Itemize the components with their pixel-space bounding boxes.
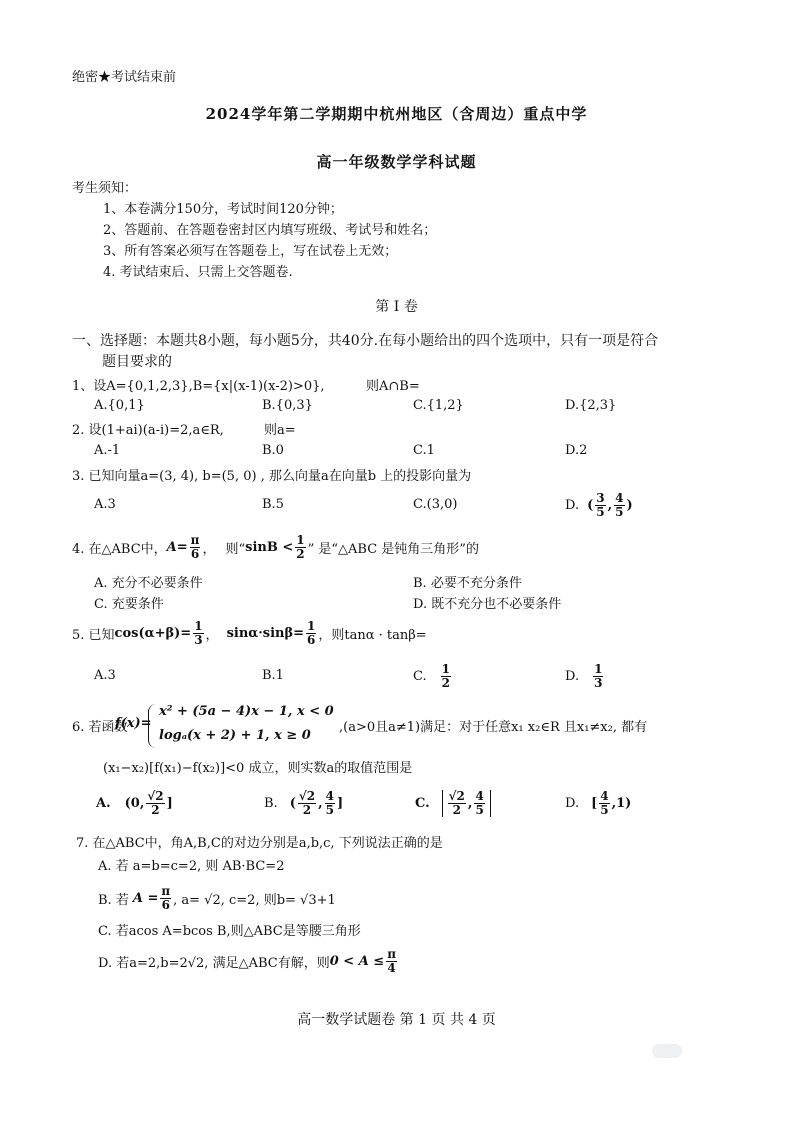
instruction-item: 3、所有答案必须写在答题卷上，写在试卷上无效；: [103, 244, 398, 259]
exam-title: 2024学年第二学期期中杭州地区（含周边）重点中学: [205, 105, 588, 123]
instructions-heading: 考生须知：: [72, 181, 138, 196]
fraction: $\frac{1}{2}$: [441, 661, 450, 690]
question-5-option-b: B.1: [262, 668, 284, 683]
question-3-option-b: B.5: [262, 497, 284, 512]
question-6-condition: ,(a>0且a≠1)满足：对于任意x₁ x₂∈R 且x₁≠x₂, 都有: [339, 720, 648, 735]
question-5-option-d: D. $\frac{1}{3}$: [565, 661, 603, 690]
section-heading: 一、选择题：本题共8小题，每小题5分，共40分.在每小题给出的四个选项中，只有一项是符合: [72, 333, 659, 349]
question-2-stem: 2. 设(1+ai)(a-i)=2,a∈R,: [72, 423, 224, 438]
question-7-option-a: A. 若 a=b=c=2, 则 AB·BC=2: [98, 859, 285, 874]
fraction: $\frac{4}{5}$: [325, 788, 334, 817]
question-5-option-c: C. $\frac{1}{2}$: [413, 661, 450, 690]
question-1-option-d: D.{2,3}: [565, 398, 617, 413]
question-6-case-2: logₐ(x + 2) + 1, x ≥ 0: [159, 728, 311, 743]
fraction: $\frac{\pi}{6}$: [161, 883, 171, 912]
question-7-option-b: B. 若 A = $\frac{\pi}{6}$ , a= √2, c=2, 则b= √3+1: [98, 883, 336, 912]
watermark-badge: [652, 1044, 682, 1058]
fraction: $\frac{1}{3}$: [194, 618, 203, 647]
question-2-option-b: B.0: [262, 443, 284, 458]
question-1-option-b: B.{0,3}: [262, 398, 313, 413]
question-7-option-d: D. 若a=2,b=2√2, 满足△ABC有解，则 0 < A ≤ $\frac{\pi}{4}$: [98, 946, 396, 975]
fraction: $\frac{1}{2}$: [296, 532, 305, 561]
piecewise-brace: [148, 704, 157, 748]
question-5-stem: 5. 已知 cos(α+β)= $\frac{1}{3}$ ， sinα·sinβ= $\frac{1}{6}$ ，则tanα · tanβ=: [72, 618, 427, 647]
section-heading-cont: 题目要求的: [102, 354, 172, 370]
instruction-item: 4. 考试结束后、只需上交答题卷.: [103, 265, 293, 280]
fraction: $\frac{√2}{2}$: [298, 788, 316, 817]
question-5-option-a: A.3: [94, 668, 116, 683]
question-6-option-a: A. (0, $\frac{√2}{2}$ ]: [96, 788, 173, 817]
fraction: $\frac{\pi}{4}$: [387, 946, 396, 975]
fraction: $\frac{4}{5}$: [475, 788, 484, 817]
instruction-item: 1、本卷满分150分，考试时间120分钟；: [103, 202, 343, 217]
question-6-fx: f(x)=: [115, 716, 152, 731]
page-footer: 高一数学试题卷 第 1 页 共 4 页: [297, 1012, 496, 1028]
exam-subtitle: 高一年级数学学科试题: [316, 153, 477, 171]
question-7-option-c: C. 若acos A=bcos B,则△ABC是等腰三角形: [98, 924, 361, 939]
section-title: 第 I 卷: [375, 299, 418, 315]
question-2-option-c: C.1: [413, 443, 435, 458]
question-3-option-d: D. ( $\frac{3}{5}$ , $\frac{4}{5}$ ): [565, 490, 633, 519]
fraction: $\frac{4}{5}$: [600, 788, 609, 817]
question-3-option-c: C.(3,0): [413, 497, 458, 512]
fraction: $\frac{1}{6}$: [307, 618, 316, 647]
fraction: $\frac{3}{5}$: [596, 490, 605, 519]
question-2-ask: 则a=: [264, 423, 296, 438]
question-1-ask: 则A∩B=: [366, 379, 420, 394]
question-4-option-c: C. 充要条件: [94, 597, 164, 612]
fraction: $\frac{1}{3}$: [594, 661, 603, 690]
question-3-option-a: A.3: [94, 497, 116, 512]
question-2-option-a: A.-1: [94, 443, 121, 458]
question-6-option-c: C. $\frac{√2}{2}$ , $\frac{4}{5}$: [415, 782, 491, 824]
question-4-option-b: B. 必要不充分条件: [413, 576, 522, 591]
question-6-option-b: B. ( $\frac{√2}{2}$ , $\frac{4}{5}$ ]: [264, 788, 344, 817]
question-1-option-a: A.{0,1}: [94, 398, 145, 413]
closed-interval: $\frac{√2}{2}$ , $\frac{4}{5}$: [442, 790, 491, 817]
question-4-option-a: A. 充分不必要条件: [94, 576, 203, 591]
secret-label: 绝密★考试结束前: [72, 70, 177, 85]
question-6-option-d: D. [ $\frac{4}{5}$ ,1): [565, 788, 632, 817]
question-6-prefix: 6. 若函数: [72, 720, 128, 735]
question-7-stem: 7. 在△ABC中，角A,B,C的对边分别是a,b,c, 下列说法正确的是: [76, 836, 443, 851]
question-1-stem: 1、设A={0,1,2,3},B={x|(x-1)(x-2)>0},: [72, 379, 325, 394]
fraction: $\frac{√2}{2}$: [147, 788, 164, 817]
question-2-option-d: D.2: [565, 443, 588, 458]
fraction: $\frac{√2}{2}$: [448, 788, 465, 817]
fraction: $\frac{4}{5}$: [615, 490, 624, 519]
question-3-stem: 3. 已知向量a=(3, 4), b=(5, 0) , 那么向量a在向量b 上的投影向量为: [72, 469, 472, 484]
question-6-line-2: (x₁−x₂)[f(x₁)−f(x₂)]<0 成立，则实数a的取值范围是: [103, 761, 413, 776]
fraction: $\frac{\pi}{6}$: [190, 532, 200, 561]
question-4-option-d: D. 既不充分也不必要条件: [413, 597, 562, 612]
question-1-option-c: C.{1,2}: [413, 398, 464, 413]
question-6-case-1: x² + (5a − 4)x − 1, x < 0: [159, 704, 334, 719]
instruction-item: 2、答题前、在答题卷密封区内填写班级、考试号和姓名；: [103, 223, 437, 238]
question-4-stem: 4. 在△ABC中， A = $\frac{\pi}{6}$ ， 则“ sinB < $\frac{1}{2}$ ” 是“△ABC 是钝角三角形”的: [72, 532, 479, 561]
